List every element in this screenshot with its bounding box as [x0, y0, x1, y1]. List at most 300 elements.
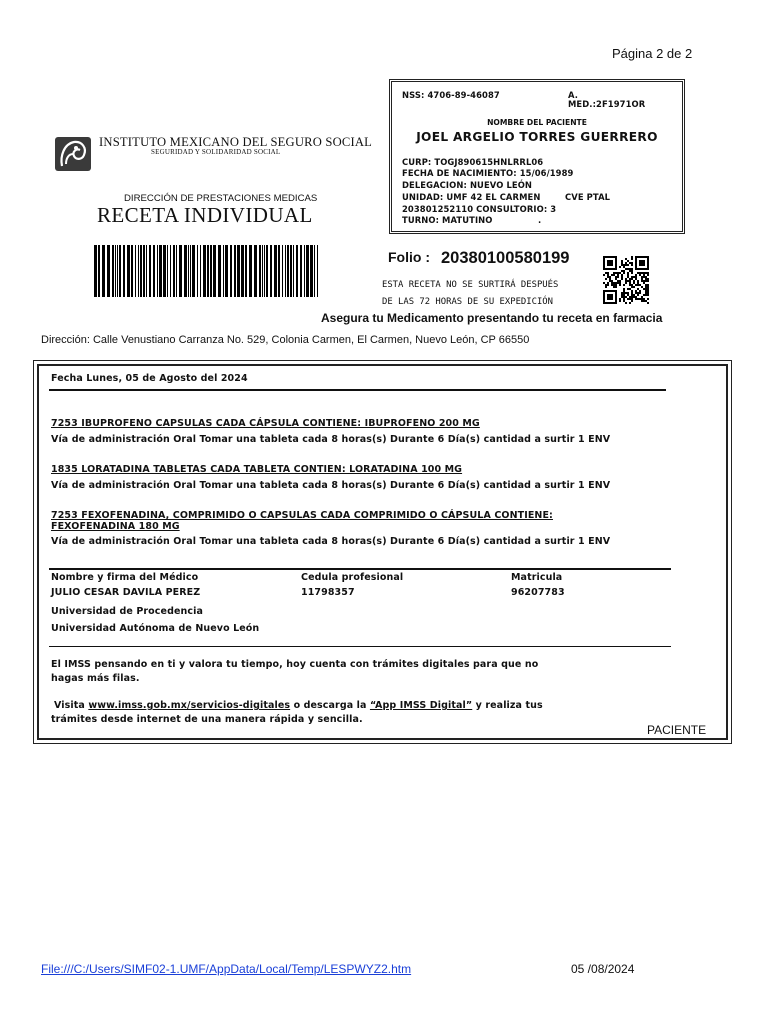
qr-module: [607, 284, 609, 286]
qr-module: [631, 272, 633, 274]
qr-module: [647, 288, 649, 290]
barcode-bar: [290, 245, 292, 297]
prescription-box: [33, 360, 732, 744]
qr-module: [627, 292, 629, 294]
qr-module: [629, 268, 631, 270]
patient-name-label: NOMBRE DEL PACIENTE: [487, 118, 587, 127]
qr-module: [641, 276, 643, 278]
qr-module: [641, 280, 643, 282]
barcode-bar: [274, 245, 277, 297]
qr-module: [609, 280, 611, 282]
qr-module: [603, 282, 605, 284]
digital-notice-4: trámites desde internet de una manera rápida y sencilla.: [51, 714, 363, 725]
qr-module: [629, 296, 631, 298]
qr-module: [621, 270, 623, 272]
qr-module: [645, 300, 647, 302]
qr-module: [631, 292, 633, 294]
patient-info-box: [389, 79, 685, 234]
qr-module: [643, 300, 645, 302]
qr-module: [633, 296, 635, 298]
qr-finder: [639, 260, 645, 266]
qr-module: [647, 294, 649, 296]
qr-module: [631, 276, 633, 278]
qr-module: [637, 284, 639, 286]
qr-module: [635, 292, 637, 294]
qr-module: [633, 282, 635, 284]
consultorio: 203801252110 CONSULTORIO: 3: [402, 204, 557, 214]
qr-module: [619, 284, 621, 286]
qr-module: [623, 300, 625, 302]
qr-module: [641, 286, 643, 288]
qr-module: [623, 298, 625, 300]
qr-module: [615, 286, 617, 288]
qr-module: [647, 274, 649, 276]
qr-module: [641, 296, 643, 298]
barcode-bar: [159, 245, 162, 297]
qr-module: [609, 278, 611, 280]
qr-module: [613, 274, 615, 276]
qr-module: [637, 298, 639, 300]
qr-module: [641, 278, 643, 280]
qr-module: [605, 284, 607, 286]
qr-module: [629, 282, 631, 284]
university: Universidad Autónoma de Nuevo León: [51, 623, 260, 634]
qr-module: [643, 294, 645, 296]
qr-module: [625, 268, 627, 270]
direccion-prestaciones: DIRECCIÓN DE PRESTACIONES MEDICAS: [124, 193, 318, 204]
barcode-bar: [170, 245, 171, 297]
qr-module: [621, 296, 623, 298]
barcode-bar: [102, 245, 105, 297]
med-2-title: 1835 LORATADINA TABLETAS CADA TABLETA CONTIEN: LORATADINA 100 MG: [51, 464, 463, 475]
barcode-bar: [117, 245, 118, 297]
qr-module: [635, 296, 637, 298]
barcode-bar: [259, 245, 261, 297]
qr-module: [629, 298, 631, 300]
barcode-bar: [143, 245, 145, 297]
qr-module: [635, 274, 637, 276]
qr-module: [633, 280, 635, 282]
qr-module: [629, 278, 631, 280]
cve-ptal: CVE PTAL: [565, 192, 611, 202]
expiry-warning-1: ESTA RECETA NO SE SURTIRÁ DESPUÉS: [382, 280, 559, 290]
barcode-bar: [213, 245, 216, 297]
qr-module: [645, 280, 647, 282]
expiry-warning-2: DE LAS 72 HORAS DE SU EXPEDICIÓN: [382, 297, 553, 307]
imss-logo-icon: [54, 136, 92, 172]
visita-text: Visita: [54, 700, 85, 711]
qr-module: [613, 284, 615, 286]
qr-module: [617, 276, 619, 278]
qr-module: [645, 272, 647, 274]
delegacion: DELEGACION: NUEVO LEÓN: [402, 180, 533, 190]
qr-module: [639, 272, 641, 274]
qr-module: [643, 276, 645, 278]
qr-module: [631, 256, 633, 258]
qr-module: [613, 282, 615, 284]
qr-module: [643, 288, 645, 290]
asegura-notice: Asegura tu Medicamento presentando tu receta en farmacia: [321, 311, 663, 325]
qr-module: [625, 282, 627, 284]
dob: FECHA DE NACIMIENTO: 15/06/1989: [402, 168, 574, 178]
barcode-bar: [223, 245, 224, 297]
qr-module: [637, 282, 639, 284]
divider: [49, 568, 671, 570]
qr-module: [633, 294, 635, 296]
qr-module: [637, 280, 639, 282]
copy-type-label: PACIENTE: [647, 723, 707, 737]
barcode-bar: [296, 245, 298, 297]
barcode-bar: [107, 245, 110, 297]
qr-module: [637, 292, 639, 294]
matricula: 96207783: [511, 587, 565, 598]
qr-module: [619, 280, 621, 282]
barcode-bar: [234, 245, 236, 297]
qr-module: [613, 272, 615, 274]
qr-module: [617, 280, 619, 282]
barcode-bar: [207, 245, 209, 297]
barcode-bar: [249, 245, 252, 297]
qr-module: [635, 284, 637, 286]
barcode-bar: [197, 245, 198, 297]
barcode-bar: [203, 245, 206, 297]
qr-module: [631, 262, 633, 264]
qr-module: [625, 280, 627, 282]
qr-module: [647, 292, 649, 294]
university-label: Universidad de Procedencia: [51, 606, 203, 617]
barcode-bar: [176, 245, 177, 297]
barcode-bar: [149, 245, 151, 297]
med-3-dose: Vía de administración Oral Tomar una tableta cada 8 horas(s) Durante 6 Día(s) cantidad a surtir 1 ENV: [51, 536, 611, 547]
qr-module: [621, 274, 623, 276]
qr-module: [617, 272, 619, 274]
patient-name: JOEL ARGELIO TORRES GUERRERO: [416, 130, 658, 144]
barcode-bar: [210, 245, 212, 297]
qr-module: [641, 300, 643, 302]
qr-module: [607, 282, 609, 284]
qr-module: [623, 294, 625, 296]
qr-module: [615, 278, 617, 280]
qr-module: [619, 272, 621, 274]
qr-module: [619, 298, 621, 300]
barcode-bar: [140, 245, 142, 297]
barcode-bar: [241, 245, 244, 297]
qr-module: [611, 284, 613, 286]
qr-module: [623, 266, 625, 268]
barcode-bar: [94, 245, 97, 297]
nss: NSS: 4706-89-46087: [402, 90, 500, 100]
qr-module: [647, 278, 649, 280]
turno: TURNO: MATUTINO: [402, 215, 493, 225]
qr-module: [645, 294, 647, 296]
barcode-bar: [190, 245, 191, 297]
qr-module: [621, 294, 623, 296]
qr-module: [631, 264, 633, 266]
qr-module: [613, 286, 615, 288]
qr-module: [605, 272, 607, 274]
qr-module: [615, 276, 617, 278]
qr-module: [647, 280, 649, 282]
qr-module: [607, 276, 609, 278]
qr-module: [623, 284, 625, 286]
qr-module: [609, 276, 611, 278]
page-number: Página 2 de 2: [612, 46, 693, 61]
qr-module: [623, 288, 625, 290]
qr-module: [639, 290, 641, 292]
folio-label: Folio :: [388, 249, 430, 265]
barcode-bar: [310, 245, 313, 297]
qr-module: [631, 290, 633, 292]
qr-module: [645, 284, 647, 286]
qr-module: [647, 286, 649, 288]
qr-module: [619, 300, 621, 302]
qr-module: [625, 258, 627, 260]
med-3-title-cont: FEXOFENADINA 180 MG: [51, 521, 180, 532]
barcode-bar: [218, 245, 221, 297]
qr-module: [635, 278, 637, 280]
qr-module: [625, 296, 627, 298]
divider: [49, 389, 666, 391]
prescription-date: Fecha Lunes, 05 de Agosto del 2024: [51, 373, 248, 384]
turno-dot: .: [538, 215, 542, 225]
qr-module: [635, 276, 637, 278]
barcode-bar: [270, 245, 272, 297]
qr-code: [603, 256, 649, 304]
qr-module: [629, 262, 631, 264]
qr-module: [639, 292, 641, 294]
clinic-address: Dirección: Calle Venustiano Carranza No. 529, Colonia Carmen, El Carmen, Nuevo León, CP 66550: [41, 334, 530, 346]
qr-module: [623, 272, 625, 274]
barcode-bar: [230, 245, 232, 297]
barcode-bar: [262, 245, 263, 297]
qr-module: [611, 282, 613, 284]
barcode-bar: [287, 245, 289, 297]
qr-module: [623, 264, 625, 266]
qr-module: [635, 298, 637, 300]
qr-module: [629, 284, 631, 286]
institute-subtitle: SEGURIDAD Y SOLIDARIDAD SOCIAL: [151, 148, 281, 156]
doctor-name-label: Nombre y firma del Médico: [51, 572, 199, 583]
document-title: RECETA INDIVIDUAL: [97, 203, 313, 227]
print-date: 05 /08/2024: [571, 962, 635, 976]
qr-module: [645, 290, 647, 292]
qr-module: [631, 284, 633, 286]
barcode-bar: [153, 245, 155, 297]
qr-module: [645, 278, 647, 280]
barcode-bar: [200, 245, 201, 297]
qr-module: [617, 274, 619, 276]
barcode-bar: [112, 245, 114, 297]
barcode-bar: [314, 245, 315, 297]
barcode-bar: [264, 245, 265, 297]
qr-module: [641, 272, 643, 274]
qr-module: [621, 262, 623, 264]
qr-module: [627, 294, 629, 296]
qr-module: [627, 298, 629, 300]
file-path-link[interactable]: File:///C:/Users/SIMF02-1.UMF/AppData/Local/Temp/LESPWYZ2.htm: [41, 962, 412, 976]
qr-module: [627, 272, 629, 274]
qr-module: [625, 302, 627, 304]
qr-module: [629, 288, 631, 290]
qr-module: [627, 288, 629, 290]
qr-module: [607, 272, 609, 274]
qr-module: [645, 288, 647, 290]
qr-module: [625, 278, 627, 280]
qr-module: [625, 264, 627, 266]
med-3-title: 7253 FEXOFENADINA, COMPRIMIDO O CAPSULAS CADA COMPRIMIDO O CÁPSULA CONTIENE:: [51, 510, 553, 521]
doctor-name: JULIO CESAR DAVILA PEREZ: [51, 587, 201, 598]
qr-module: [647, 298, 649, 300]
qr-module: [627, 260, 629, 262]
digital-notice-2: hagas más filas.: [51, 673, 140, 684]
qr-module: [643, 298, 645, 300]
descarga-text: o descarga la: [293, 700, 367, 711]
qr-module: [621, 264, 623, 266]
qr-module: [607, 274, 609, 276]
barcode-bar: [237, 245, 240, 297]
barcode-bar: [306, 245, 309, 297]
qr-module: [645, 276, 647, 278]
institute-name: INSTITUTO MEXICANO DEL SEGURO SOCIAL: [99, 135, 373, 149]
cedula: 11798357: [301, 587, 355, 598]
qr-module: [615, 282, 617, 284]
qr-module: [629, 270, 631, 272]
med-2-dose: Vía de administración Oral Tomar una tableta cada 8 horas(s) Durante 6 Día(s) cantidad a surtir 1 ENV: [51, 480, 611, 491]
barcode-bar: [192, 245, 195, 297]
qr-module: [617, 282, 619, 284]
barcode-bar: [188, 245, 189, 297]
digital-visit-line: [54, 700, 543, 711]
qr-module: [643, 274, 645, 276]
qr-module: [629, 302, 631, 304]
qr-module: [619, 266, 621, 268]
qr-finder: [607, 260, 613, 266]
barcode-bar: [167, 245, 168, 297]
barcode-bar: [245, 245, 247, 297]
qr-module: [641, 298, 643, 300]
qr-module: [627, 264, 629, 266]
barcode-bar: [123, 245, 125, 297]
barcode-bar: [163, 245, 166, 297]
qr-module: [637, 272, 639, 274]
qr-module: [631, 270, 633, 272]
qr-module: [623, 296, 625, 298]
imss-digital-link[interactable]: www.imss.gob.mx/servicios-digitales: [88, 700, 291, 711]
barcode-bar: [285, 245, 286, 297]
qr-module: [615, 284, 617, 286]
barcode-bar: [300, 245, 302, 297]
barcode-bar: [266, 245, 268, 297]
qr-module: [611, 274, 613, 276]
qr-module: [647, 290, 649, 292]
barcode-bar: [157, 245, 158, 297]
barcode-bar: [293, 245, 294, 297]
qr-module: [605, 286, 607, 288]
barcode-bar: [135, 245, 136, 297]
barcode-bar: [173, 245, 175, 297]
barcode-bar: [278, 245, 280, 297]
med-1-title: 7253 IBUPROFENO CAPSULAS CADA CÁPSULA CONTIENE: IBUPROFENO 200 MG: [51, 418, 480, 429]
qr-module: [645, 292, 647, 294]
qr-module: [631, 286, 633, 288]
qr-module: [647, 272, 649, 274]
qr-module: [623, 292, 625, 294]
qr-module: [627, 280, 629, 282]
barcode-bar: [254, 245, 257, 297]
digital-notice-1: El IMSS pensando en ti y valora tu tiempo, hoy cuenta con trámites digitales para que no: [51, 659, 539, 670]
barcode-bar: [225, 245, 228, 297]
qr-module: [627, 276, 629, 278]
qr-module: [645, 286, 647, 288]
qr-module: [603, 274, 605, 276]
a-med-2: MED.:2F1971OR: [568, 99, 646, 109]
qr-module: [625, 292, 627, 294]
curp: CURP: TOGJ890615HNLRRL06: [402, 157, 544, 167]
qr-module: [643, 272, 645, 274]
qr-module: [621, 276, 623, 278]
barcode-bar: [131, 245, 133, 297]
qr-module: [611, 280, 613, 282]
qr-module: [619, 282, 621, 284]
med-1-dose: Vía de administración Oral Tomar una tableta cada 8 horas(s) Durante 6 Día(s) cantidad a surtir 1 ENV: [51, 434, 611, 445]
qr-module: [633, 286, 635, 288]
barcode-bar: [115, 245, 116, 297]
qr-module: [625, 262, 627, 264]
qr-module: [605, 278, 607, 280]
realiza-text: y realiza tus: [475, 700, 543, 711]
qr-module: [629, 280, 631, 282]
barcode-bar: [119, 245, 121, 297]
qr-module: [637, 294, 639, 296]
qr-module: [631, 278, 633, 280]
barcode: [94, 245, 320, 297]
unidad: UNIDAD: UMF 42 EL CARMEN: [402, 192, 541, 202]
qr-module: [637, 288, 639, 290]
barcode-bar: [184, 245, 187, 297]
qr-module: [631, 268, 633, 270]
qr-module: [621, 278, 623, 280]
qr-module: [631, 300, 633, 302]
barcode-bar: [304, 245, 305, 297]
qr-module: [643, 282, 645, 284]
qr-module: [643, 280, 645, 282]
qr-module: [621, 292, 623, 294]
barcode-bar: [98, 245, 100, 297]
qr-finder: [607, 294, 613, 300]
divider: [49, 646, 671, 647]
qr-module: [647, 302, 649, 304]
a-med-1: A.: [568, 90, 579, 100]
barcode-bar: [138, 245, 139, 297]
qr-module: [623, 290, 625, 292]
qr-module: [633, 276, 635, 278]
barcode-bar: [179, 245, 182, 297]
qr-module: [631, 298, 633, 300]
qr-module: [627, 274, 629, 276]
qr-module: [639, 274, 641, 276]
qr-module: [647, 284, 649, 286]
barcode-bar: [317, 245, 318, 297]
qr-module: [627, 268, 629, 270]
matricula-label: Matricula: [511, 572, 563, 583]
qr-module: [639, 298, 641, 300]
app-imss-link[interactable]: “App IMSS Digital”: [369, 700, 473, 711]
qr-module: [631, 294, 633, 296]
barcode-bar: [127, 245, 130, 297]
barcode-bar: [282, 245, 283, 297]
qr-module: [631, 258, 633, 260]
qr-module: [639, 284, 641, 286]
